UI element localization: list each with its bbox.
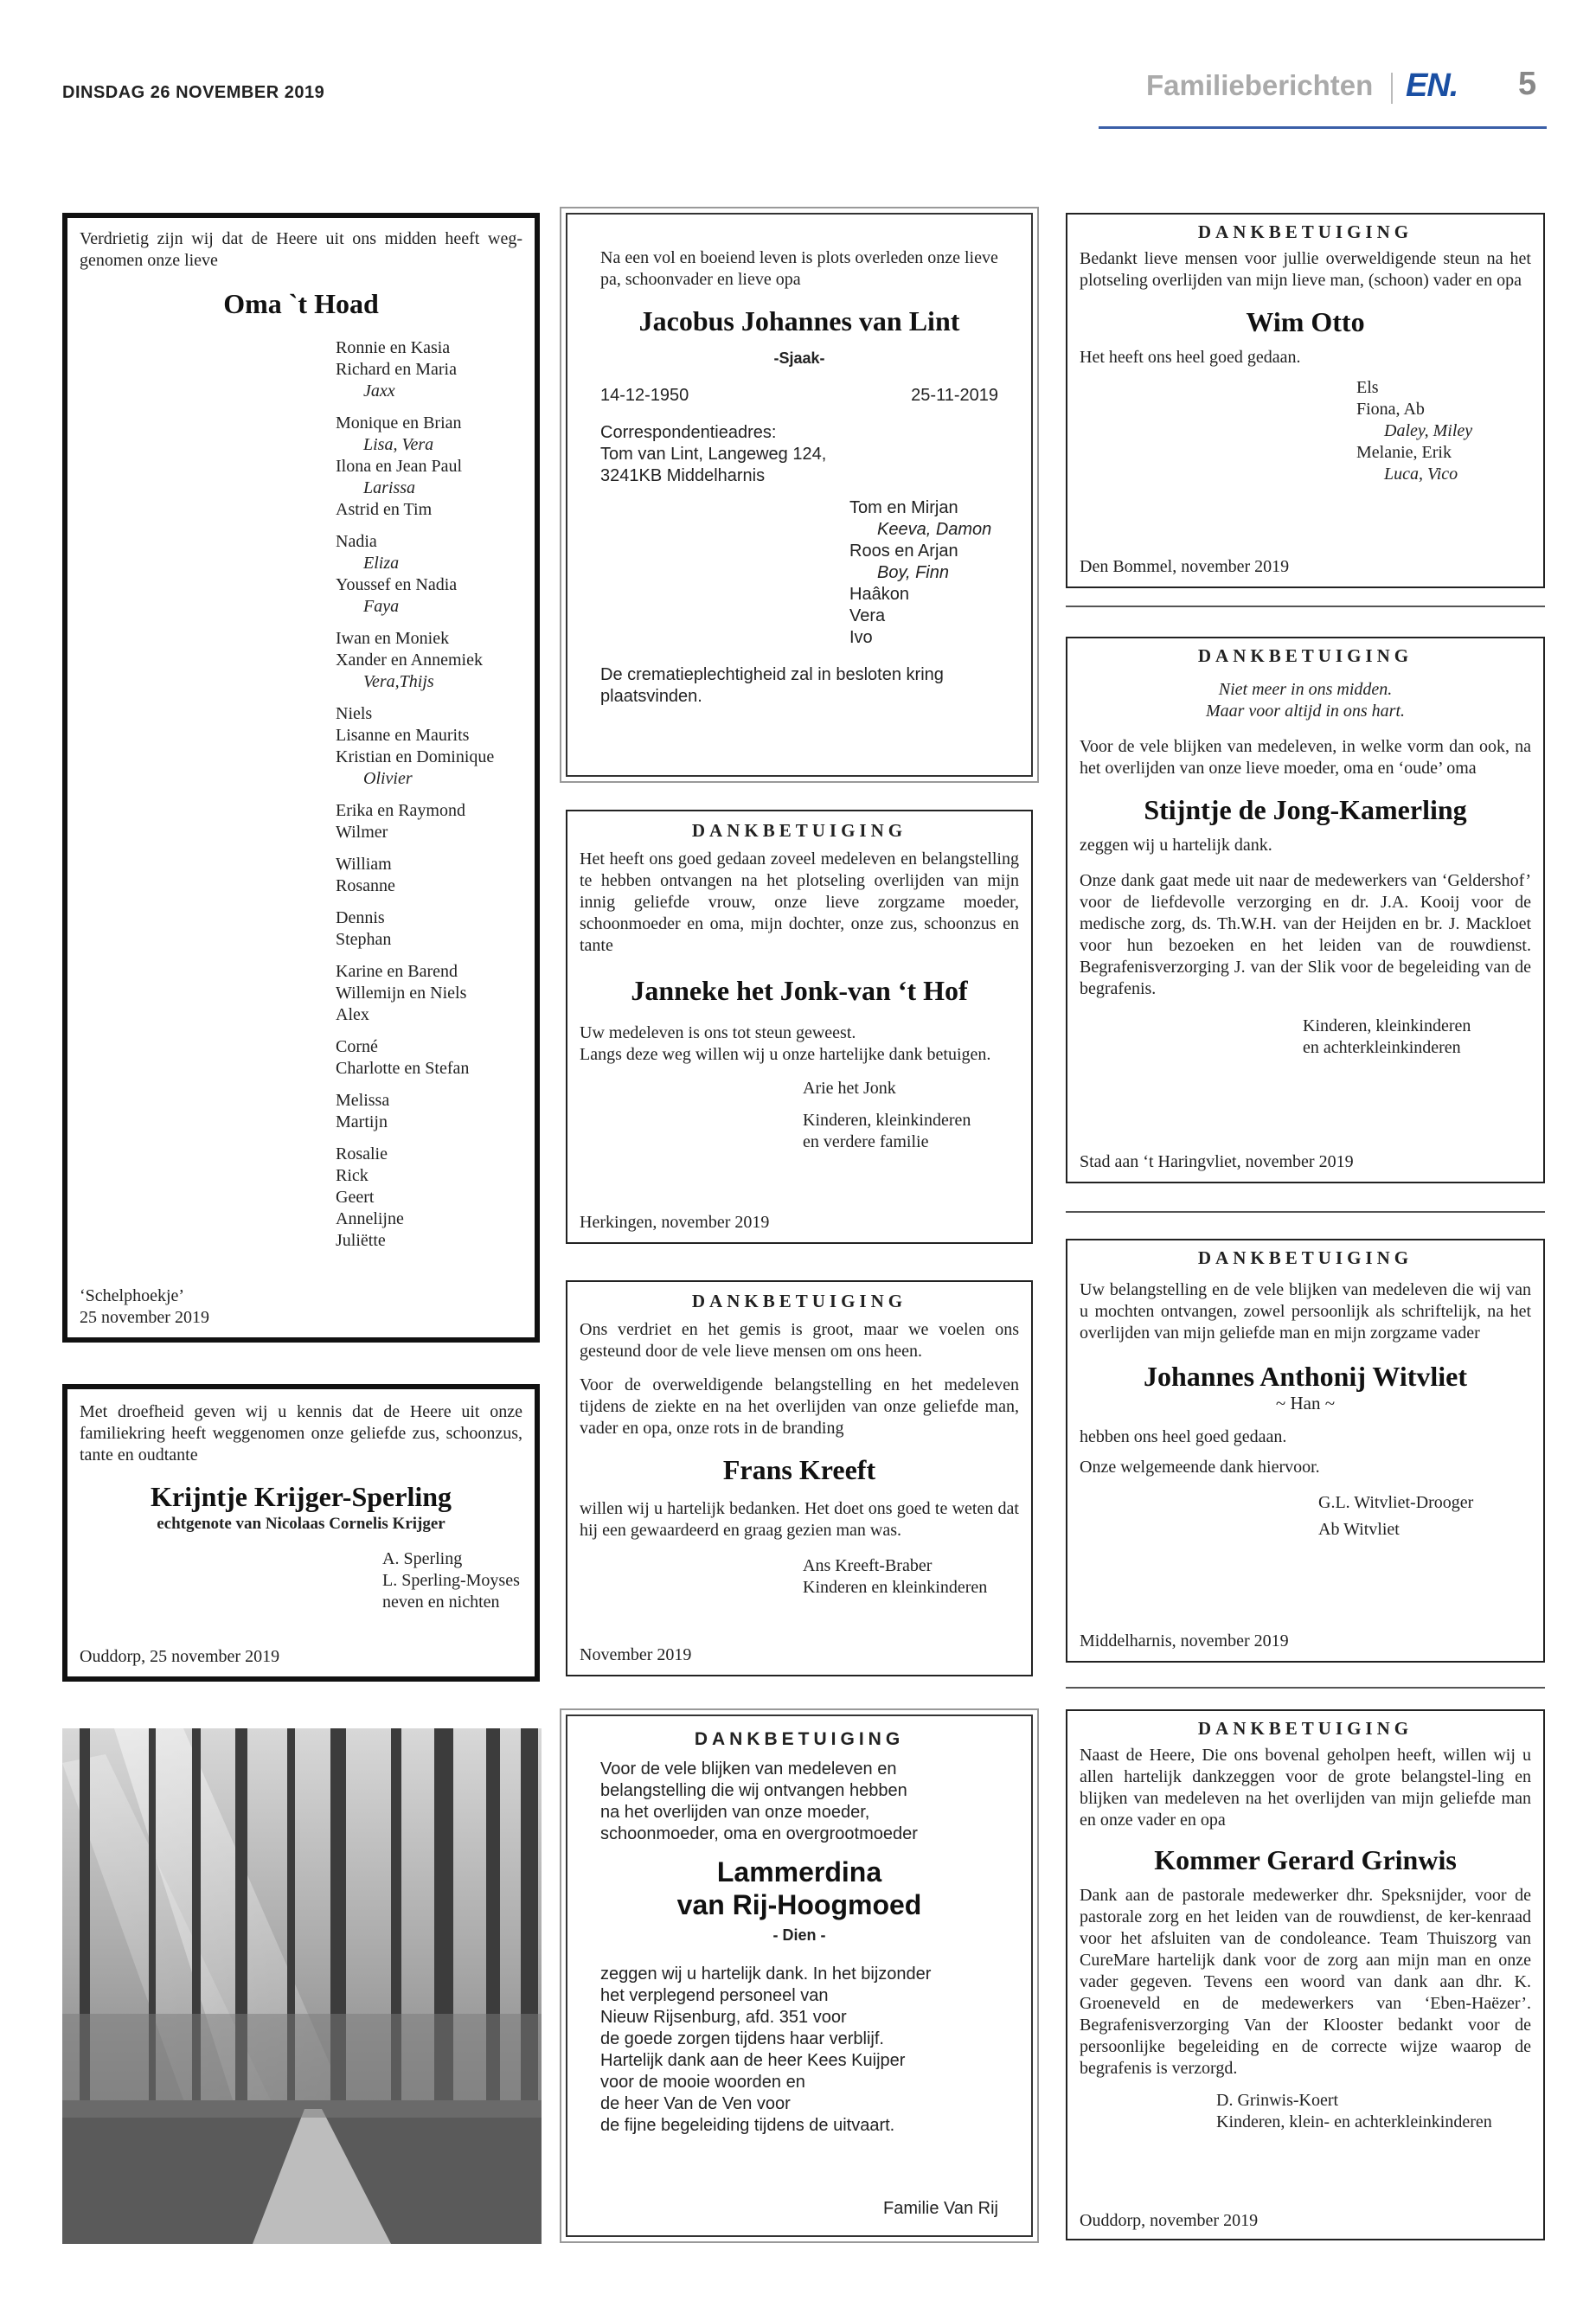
family-member: Willemijn en Niels xyxy=(336,984,467,1003)
notice-paragraph: Voor de overweldigende belangstelling en het medeleven tijdens de ziekte en na het overlijden van onze geliefde man, vader en opa, onze rots in de branding xyxy=(580,1375,1019,1438)
family-member: Tom en Mirjan xyxy=(849,498,958,517)
deceased-name: van Rij-Hoogmoed xyxy=(676,1889,922,1920)
family-member: Niels xyxy=(336,704,373,723)
divider xyxy=(1066,606,1545,607)
family-member: Geert xyxy=(336,1188,375,1207)
family-member: Melanie, Erik xyxy=(1356,443,1452,462)
notice-intro: Het heeft ons goed gedaan zoveel medeleven en belangstelling te hebben ontvangen na het plotseling overlijden van mijn innig geliefde vrouw, onze lieve zorgzame moeder, schoonmoeder en oma, mijn dochter, onze zus, schoonzus en tante xyxy=(580,849,1019,955)
divider xyxy=(1066,1211,1545,1213)
header-divider xyxy=(1391,73,1393,104)
text-line: de fijne begeleiding tijdens de uitvaart. xyxy=(600,2116,895,2135)
notice-intro: Naast de Heere, Die ons bovenal geholpen heeft, willen wij u allen hartelijk dankzeggen voor de grote belangstel-ling en blijken van medeleven na het overlijden van mijn geliefde man en onze vader en opa xyxy=(1080,1746,1531,1830)
family-member: Haâkon xyxy=(849,585,909,604)
notice-footer: November 2019 xyxy=(580,1645,692,1664)
quote-line: Maar voor altijd in ons hart. xyxy=(1205,702,1405,721)
notice-heading: DANKBETUIGING xyxy=(1197,221,1413,242)
family-member: Vera,Thijs xyxy=(363,672,434,691)
nickname: ~ Han ~ xyxy=(1275,1393,1336,1413)
family-member: Monique en Brian xyxy=(336,413,462,433)
text-line: Nieuw Rijsenburg, afd. 351 voor xyxy=(600,2008,847,2027)
notice-intro: Met droefheid geven wij u kennis dat de Heere uit onze familiekring heeft weggenomen onze geliefde zus, schoonzus, tante en oudtante xyxy=(80,1402,522,1465)
nickname: - Dien - xyxy=(772,1926,826,1944)
notice-paragraph: Ons verdriet en het gemis is groot, maar we voelen ons gesteund door de vele lieve mensen om ons heen. xyxy=(580,1320,1019,1361)
notice-intro xyxy=(600,1759,998,1845)
family-list xyxy=(336,337,522,1252)
family-group xyxy=(336,628,522,693)
notice-intro: Verdrietig zijn wij dat de Heere uit ons midden heeft weg-genomen onze lieve xyxy=(80,229,522,270)
notice-footer: Herkingen, november 2019 xyxy=(580,1213,770,1232)
notice-footer: Ouddorp, 25 november 2019 xyxy=(80,1647,280,1666)
notice-de-jong xyxy=(1066,637,1545,1183)
notice-body: Onze dank gaat mede uit naar de medewerkers van ‘Geldershof’ voor de liefdevolle verzorging en dr. J.A. Kooij voor de medische zorg, ds. Th.W.H. van der Heijden en br. J. Mackloet voor hun bezoeken en het leiden van de rouwdienst. Begrafenisverzorging J. van der Slik voor de begeleiding van de begrafenis. xyxy=(1080,871,1531,998)
birth-date: 14-12-1950 xyxy=(600,386,689,405)
text-line: Voor de vele blijken van medeleven en xyxy=(600,1759,897,1779)
signer: A. Sperling xyxy=(382,1549,463,1568)
text-line: zeggen wij u hartelijk dank. In het bijzonder xyxy=(600,1965,932,1984)
family-member: Lisa, Vera xyxy=(363,435,434,454)
family-member: Rick xyxy=(336,1166,369,1185)
family-list xyxy=(1356,377,1531,485)
text-line: Hartelijk dank aan de heer Kees Kuijper xyxy=(600,2051,906,2070)
family-member: Larissa xyxy=(363,478,416,497)
deceased-name: Kommer Gerard Grinwis xyxy=(1154,1844,1457,1875)
notice-intro: Uw belangstelling en de vele blijken van medeleven die wij van u mochten ontvangen, zowel persoonlijk als schriftelijk, na het overlijden van mijn geliefde man en mijn zorgzame vader xyxy=(1080,1280,1531,1343)
family-member: Keeva, Damon xyxy=(877,520,992,539)
family-group xyxy=(336,1036,522,1080)
family-member: Stephan xyxy=(336,930,392,949)
notice-date: 25 november 2019 xyxy=(80,1308,209,1327)
signer: Ans Kreeft-Braber xyxy=(803,1556,933,1575)
spouse-line: echtgenote van Nicolaas Cornelis Krijger xyxy=(157,1515,445,1533)
signer: Kinderen en kleinkinderen xyxy=(803,1578,988,1597)
deceased-name: Johannes Anthonij Witvliet xyxy=(1143,1361,1467,1392)
family-member: Luca, Vico xyxy=(1384,465,1458,484)
family-member: Charlotte en Stefan xyxy=(336,1059,470,1078)
text-line: hebben ons heel goed gedaan. xyxy=(1080,1427,1287,1446)
signer: en achterkleinkinderen xyxy=(1303,1038,1461,1057)
signer: Kinderen, kleinkinderen xyxy=(1303,1016,1471,1035)
family-member: Ivo xyxy=(849,628,873,647)
family-member: Iwan en Moniek xyxy=(336,629,450,648)
signers xyxy=(382,1548,522,1613)
forest-photo xyxy=(62,1728,542,2244)
family-member: Lisanne en Maurits xyxy=(336,726,470,745)
deceased-name: Oma `t Hoad xyxy=(223,288,379,319)
signer: Kinderen, kleinkinderen xyxy=(803,1111,971,1130)
text-line: voor de mooie woorden en xyxy=(600,2073,805,2092)
address-line: Tom van Lint, Langeweg 124, xyxy=(600,445,827,464)
family-member: Fiona, Ab xyxy=(1356,400,1425,419)
notice-body xyxy=(600,1964,998,2137)
family-member: Alex xyxy=(336,1005,369,1024)
signer: G.L. Witvliet-Drooger xyxy=(1318,1493,1474,1512)
notice-place: ‘Schelphoekje’ xyxy=(80,1286,185,1305)
family-member: Youssef en Nadia xyxy=(336,575,458,594)
forest-path-image xyxy=(62,1728,542,2244)
family-group xyxy=(336,800,522,843)
family-group xyxy=(336,854,522,897)
notice-heading: DANKBETUIGING xyxy=(691,1291,907,1311)
family-member: Roos en Arjan xyxy=(849,542,958,561)
family-member: Nadia xyxy=(336,532,377,551)
signer: Ab Witvliet xyxy=(1318,1520,1400,1539)
text-line: het verplegend personeel van xyxy=(600,1986,829,2005)
notice-footer: Ouddorp, november 2019 xyxy=(1080,2211,1259,2230)
family-member: Vera xyxy=(849,606,886,625)
deceased-name: Jacobus Johannes van Lint xyxy=(638,305,960,336)
family-list xyxy=(849,497,998,649)
family-member: Els xyxy=(1356,378,1379,397)
notice-footer: Den Bommel, november 2019 xyxy=(1080,557,1290,576)
family-member: Olivier xyxy=(363,769,413,788)
text-line: na het overlijden van onze moeder, xyxy=(600,1803,870,1822)
text-line: Langs deze weg willen wij u onze hartelijke dank betuigen. xyxy=(580,1045,991,1064)
family-member: Faya xyxy=(363,597,400,616)
notice-witvliet xyxy=(1066,1239,1545,1663)
divider xyxy=(1066,1687,1545,1689)
family-group xyxy=(336,907,522,951)
signer: L. Sperling-Moyses xyxy=(382,1571,520,1590)
notice-intro: Bedankt lieve mensen voor jullie overweldigende steun na het plotseling overlijden van mijn lieve man, (schoon) vader en opa xyxy=(1080,249,1531,290)
text-line: Uw medeleven is ons tot steun geweest. xyxy=(580,1023,856,1042)
family-group xyxy=(336,703,522,790)
family-member: Rosalie xyxy=(336,1144,388,1163)
family-member: Dennis xyxy=(336,908,385,927)
text-line: de heer Van de Ven voor xyxy=(600,2094,791,2113)
family-member: Martijn xyxy=(336,1112,388,1131)
en-logo: EN. xyxy=(1406,67,1458,104)
notice-heading: DANKBETUIGING xyxy=(1197,645,1413,666)
page-number: 5 xyxy=(1518,66,1537,102)
family-group xyxy=(336,1090,522,1133)
notice-footer: Middelharnis, november 2019 xyxy=(1080,1631,1289,1650)
deceased-name: Lammerdina xyxy=(716,1856,882,1888)
family-member: Daley, Miley xyxy=(1384,421,1473,440)
family-member: Boy, Finn xyxy=(877,563,949,582)
address xyxy=(600,422,998,487)
address-line: Correspondentieadres: xyxy=(600,423,777,442)
signer: Familie Van Rij xyxy=(883,2199,998,2218)
text-line: belangstelling die wij ontvangen hebben xyxy=(600,1781,907,1800)
notice-paragraph: willen wij u hartelijk bedanken. Het doet ons goed te weten dat hij een gewaardeerd en graag gezien man was. xyxy=(580,1499,1019,1540)
family-member: Annelijne xyxy=(336,1209,404,1228)
family-member: Melissa xyxy=(336,1091,390,1110)
notice-heading: DANKBETUIGING xyxy=(1197,1718,1413,1739)
family-member: Ronnie en Kasia xyxy=(336,338,451,357)
notice-intro: Voor de vele blijken van medeleven, in welke vorm dan ook, na het overlijden van onze lieve moeder, oma en ‘oude’ oma xyxy=(1080,737,1531,778)
notice-heading: DANKBETUIGING xyxy=(1197,1247,1413,1268)
family-member: Erika en Raymond xyxy=(336,801,465,820)
notice-krijger xyxy=(62,1384,540,1682)
family-member: Richard en Maria xyxy=(336,360,457,379)
family-group xyxy=(336,1144,522,1252)
signer: D. Grinwis-Koert xyxy=(1216,2091,1339,2110)
family-group xyxy=(336,961,522,1026)
header-rule xyxy=(1099,126,1547,129)
deceased-name: Wim Otto xyxy=(1246,306,1365,337)
notice-intro: Na een vol en boeiend leven is plots overleden onze lieve pa, schoonvader en lieve opa xyxy=(600,248,998,289)
notice-heading: DANKBETUIGING xyxy=(691,820,907,841)
deceased-name: Janneke het Jonk-van ‘t Hof xyxy=(631,975,968,1006)
notice-footer: Stad aan ‘t Haringvliet, november 2019 xyxy=(1080,1152,1354,1171)
text-line: schoonmoeder, oma en overgrootmoeder xyxy=(600,1824,918,1843)
death-date: 25-11-2019 xyxy=(911,386,998,405)
text-line: Onze welgemeende dank hiervoor. xyxy=(1080,1458,1320,1477)
family-member: Astrid en Tim xyxy=(336,500,433,519)
signer: neven en nichten xyxy=(382,1593,500,1612)
signer: Kinderen, klein- en achterkleinkinderen xyxy=(1216,2112,1492,2131)
family-member: Corné xyxy=(336,1037,378,1056)
family-member: Ilona en Jean Paul xyxy=(336,457,463,476)
notice-body: Dank aan de pastorale medewerker dhr. Speksnijder, voor de pastorale zorg en het leiden van de rouwdienst, de ker-kenraad voor het afsluiten van de condoleance. Team Thuiszorg van CureMare hartelijk dank voor de zorg aan mijn man en onze vader gegeven. Tevens een woord van dank aan dhr. K. Groeneveld en de medewerkers van ‘Eben-Haëzer’. Begrafenisverzorging Van der Klooster bedankt voor de persoonlijke begeleiding en de correcte wijze waarop de begrafenis is verzorgd. xyxy=(1080,1886,1531,2078)
deceased-name: Stijntje de Jong-Kamerling xyxy=(1144,794,1467,825)
page-date: DINSDAG 26 NOVEMBER 2019 xyxy=(62,83,325,102)
family-member: Jaxx xyxy=(363,381,395,401)
text-line: Het heeft ons heel goed gedaan. xyxy=(1080,348,1301,367)
signer: en verdere familie xyxy=(803,1132,929,1151)
notice-van-lint xyxy=(566,213,1033,777)
notice-footer: De crematieplechtigheid zal in besloten kring plaatsvinden. xyxy=(600,665,944,706)
deceased-name: Frans Kreeft xyxy=(722,1454,876,1485)
signer: Arie het Jonk xyxy=(803,1079,896,1098)
notice-otto xyxy=(1066,213,1545,588)
family-member: William xyxy=(336,855,392,874)
address-line: 3241KB Middelharnis xyxy=(600,466,766,485)
notice-grinwis xyxy=(1066,1709,1545,2240)
family-group xyxy=(336,337,522,402)
deceased-name: Krijntje Krijger-Sperling xyxy=(150,1481,452,1512)
family-member: Eliza xyxy=(363,554,400,573)
quote-line: Niet meer in ons midden. xyxy=(1218,680,1393,699)
family-member: Wilmer xyxy=(336,823,388,842)
family-group xyxy=(336,413,522,521)
section-title: Familieberichten xyxy=(1146,69,1374,101)
family-member: Kristian en Dominique xyxy=(336,747,495,766)
notice-kreeft xyxy=(566,1280,1033,1676)
text-line: zeggen wij u hartelijk dank. xyxy=(1080,836,1272,855)
notice-oma-hoad xyxy=(62,213,540,1343)
notice-het-jonk xyxy=(566,810,1033,1244)
family-member: Juliëtte xyxy=(336,1231,386,1250)
family-member: Karine en Barend xyxy=(336,962,458,981)
text-line: de goede zorgen tijdens haar verblijf. xyxy=(600,2029,884,2048)
notice-van-rij xyxy=(566,1715,1033,2237)
family-member: Rosanne xyxy=(336,876,395,895)
notice-heading: DANKBETUIGING xyxy=(694,1729,905,1749)
family-member: Xander en Annemiek xyxy=(336,651,483,670)
nickname: -Sjaak- xyxy=(773,349,825,367)
family-group xyxy=(336,531,522,618)
